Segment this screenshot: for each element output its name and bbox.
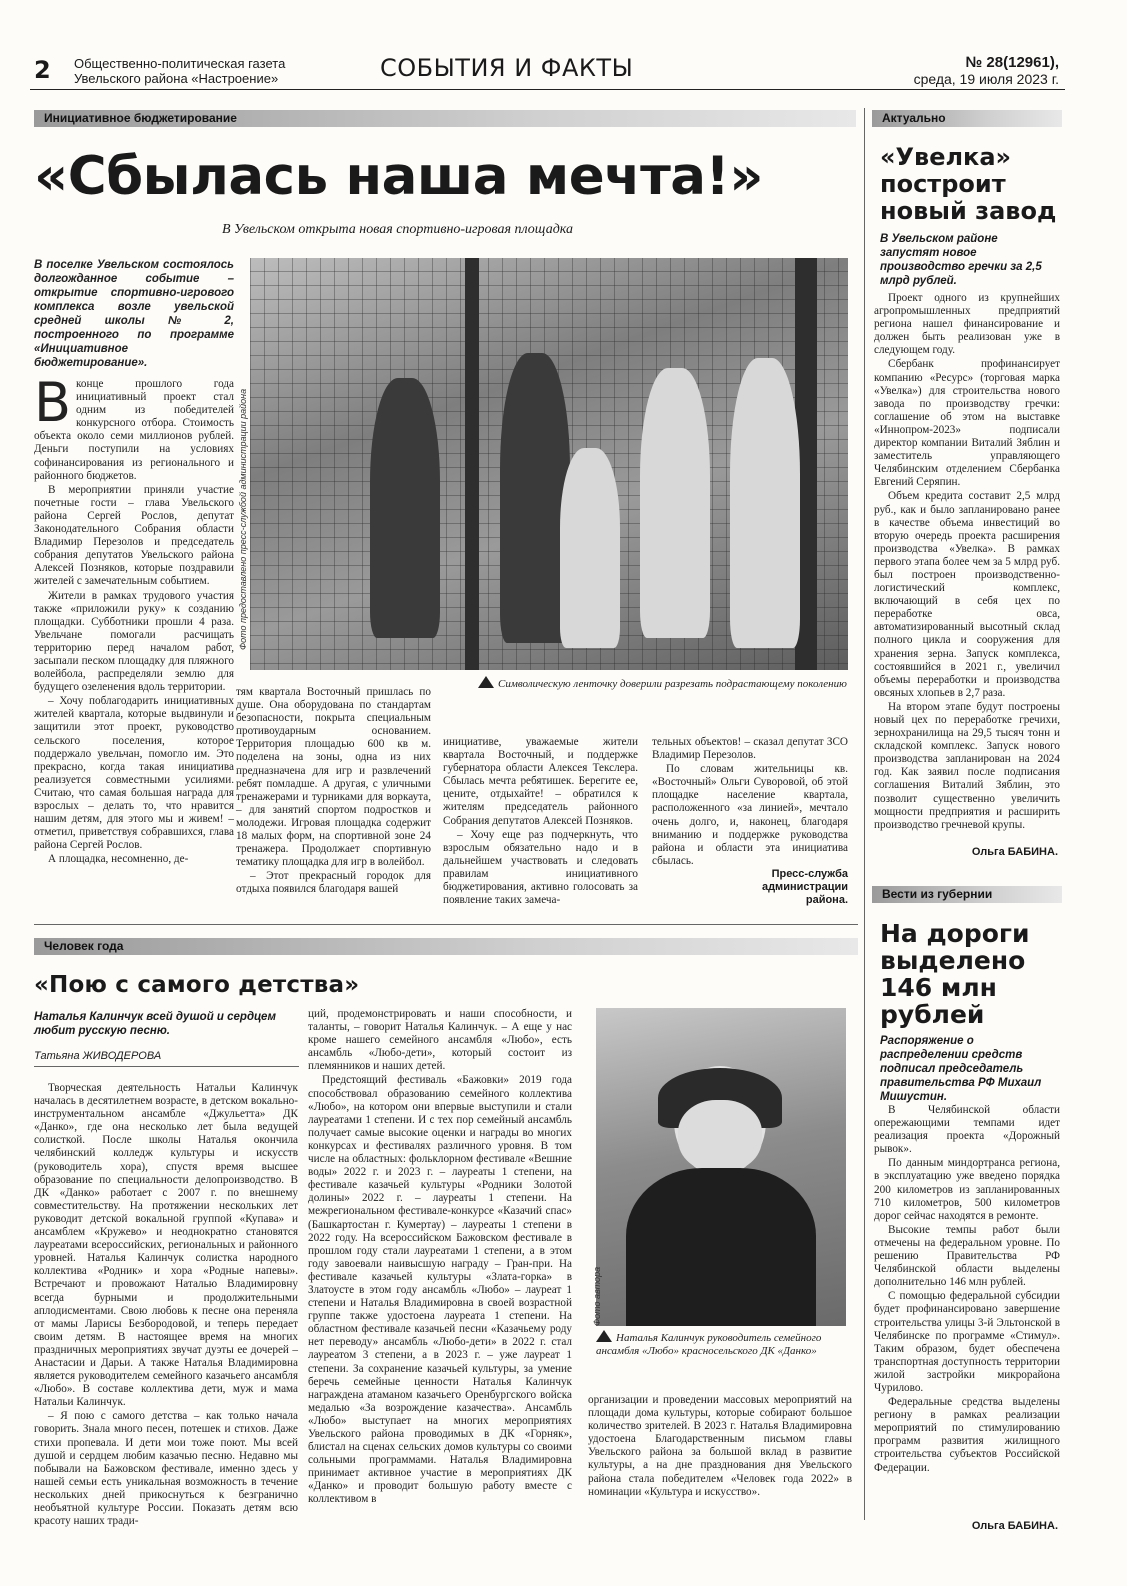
paragraph: Объем кредита составит 2,5 млрд руб., как и было запланировано ранее в качестве объема инвестиций во вторую очередь проекта расширения производства «Увелка». В рамках первого этапа более чем за 5 млрд руб. был построен производственно-логистический комплекс, включающий в себя цех по переработке овса, автоматизированный высотный склад полного цикла и сооружения для хранения зерна. Запуск комплекса, состоявшийся в 2021 г., увеличил объемы переработки и производства овсяных хлопьев в 2,7 раза.	[874, 490, 1060, 699]
person-figure	[370, 378, 440, 638]
person-headline: «Пою с самого детства»	[34, 972, 360, 998]
person-article-column-2	[308, 1008, 572, 1508]
person-article-column-1	[34, 1082, 298, 1529]
person-figure	[640, 368, 710, 638]
paragraph: В Челябинской области опережающими темпами идет реализация проекта «Дорожный рывок».	[874, 1104, 1060, 1156]
paragraph: В мероприятии приняли участие почетные гости – глава Увельского района Сергей Рослов, депутат Законодательного Собрания области Владимир Перезолов и председатель собрания депутатов Увельского района Алексей Позняков, которые поздравили жителей с замечательным событием.	[34, 483, 234, 588]
paragraph: Федеральные средства выделены региону в рамках реализации мероприятий по стимулированию программ развития жилищного строительства субъектов Российской Федерации.	[874, 1396, 1060, 1474]
uvelka-headline: «Увелка» построит новый завод	[880, 143, 1057, 225]
paragraph: Жители в рамках трудового участия также «приложили руку» к созданию площадки. Субботники прошли 4 раза. Увельчане помогали расчищать территорию перед началом работ, засыпали песком площадку для пляжного волейбола, распределяли землю для будущего озеленения вдоль территории.	[34, 589, 234, 694]
paragraph: Проект одного из крупнейших агропромышленных предприятий региона нашел финансирование и должен быть реализован уже в следующем году.	[874, 292, 1060, 357]
dropcap: В	[34, 371, 72, 434]
caption-triangle-icon	[596, 1330, 612, 1342]
author-underline	[34, 1066, 299, 1067]
main-subheadline: В Увельском открыта новая спортивно-игровая площадка	[222, 222, 573, 237]
photo-credit: Фото предоставлено пресс-службой администрации района	[238, 388, 248, 650]
paragraph: По словам жительницы кв. «Восточный» Ольги Суворовой, об этой площадке население квартала, расположенного «за линией», мечтало очень долго, и, наконец, благодаря вниманию и поддержке руководства района и области эта инициатива сбылась.	[652, 763, 848, 867]
main-headline: «Сбылась наша мечта!»	[34, 146, 763, 207]
caption-triangle-icon	[478, 676, 494, 688]
paragraph: Предстоящий фестиваль «Бажовки» 2019 года способствовал образованию семейного коллектива «Любо», на котором они впервые выступили и стали лауреатами 1 степени. И с тех пор семейный ансамбль получает самые высокие оценки и награды во многих конкурсах и фестивалях различного уровня. В том числе на областных: фольклорном фестивале «Вешние воды» 2022 г. и 2023 г. – лауреаты 1 степени, на фестивале казачьей культуры «Родники Золотой долины» 2022 г. – лауреаты 1 степени. На межрегиональном фестивале-конкурсе «Казачий спас» (Башкартостан г. Кумертау) – лауреаты 1 степени в 2022 году. На всероссийском Бажовском фестивале в прошлом году стали лауреатами 1 степени, а в этом году завоевали наивысшую награду – Гран-при. На фестивале казачьей культуры «Злата-горка» в Златоусте в этом году ансамбль «Любо» – лауреат 1 степени и Наталья Владимировна в своей возрастной группе также удостоена лауреата 1 степени. На областном фестивале казачьей песни «Казачьему роду нет переводу» ансамбль «Любо-дети» в 2022 г. стал лауреатом 3 степени, а в 2023 г. – уже лауреат 1 степени. За сохранение казачьей культуры, за умение беречь семейные ценности Наталья Калинчук награждена атаманом казачьего Оренбургского войска медалью «За возрождение казачества». Ансамбль «Любо» выступает на многих мероприятиях Увельского района проводимых в ДК «Горняк», блистал на сценах сельских домов культуры со своими сольными программами. Наталья Владимировна принимает активное участие в мероприятиях ДК «Данко» и проводит большую работу вместе с коллективом в	[308, 1074, 572, 1506]
page-number: 2	[34, 56, 51, 84]
paragraph: – Хочу еще раз подчеркнуть, что взрослым обязательно надо и в дальнейшем участвовать и следовать правилам инициативного бюджетирования, активно голосовать за появление таких замеча-	[443, 828, 638, 907]
paragraph: С помощью федеральной субсидии будет профинансировано завершение строительства улицы 3-й Эльтонской в Челябинске по программе «Стимул». Таким образом, будет обеспечена транспортная доступность территории жилой застройки микрорайона Чурилово.	[874, 1290, 1060, 1394]
paper-name	[74, 56, 344, 86]
uvelka-lead: В Увельском районе запустят новое производство гречки за 2,5 млрд рублей.	[880, 233, 1042, 287]
main-article-column-1: В поселке Увельском состоялось долгожданное событие – открытие спортивно-игрового комплекса возле увельской средней школы № 2, построенного по программе «Инициативное бюджетирование». Вконце прошлого года инициативный проект стал одним из победителей конкурсного отбора. Стоимость объекта около семи миллионов рублей. Деньги поступили на условиях софинансирования из регионального и районного бюджетов. В мероприятии приняли участие почетные гости – глава Увельского района Сергей Рослов, депутат Законодательного Собрания области Владимир Перезолов и председатель собрания депутатов Увельского района Алексей Позняков, которые поздравили жителей с замечательным событием. Жители в рамках трудового участия также «приложили руку» к созданию площадки. Субботники прошли 4 раза. Увельчане помогали расчищать территорию перед началом работ, засыпали песком площадку для пляжного волейбола, распределяли землю для будущего озеленения вдоль территории. – Хочу поблагодарить инициативных жителей квартала, которые выдвинули и защитили этот проект, руководство сельского поселения, которое поддержало увельчан, помогло им. Это прекрасно, когда такая инициатива реализуется совместными усилиями. Считаю, что самая большая награда для взрослых – делать то, что нравится нашим детям, для этого мы и живем! – отметил, приветствуя собравшихся, глава района Сергей Рослов. А площадка, несомненно, де-	[34, 259, 234, 866]
paragraph: Высокие темпы работ были отмечены на федеральном уровне. По решению Правительства РФ Челябинской области выделены дополнительно 146 млн рублей.	[874, 1223, 1060, 1289]
paragraph: Сбербанк профинансирует компанию «Ресурс» (торговая марка «Увелка») для строительства нового завода по производству гречки: соглашение об этом на выставке «Иннопром-2023» подписали директор компании Виталий Зяблин и заместитель управляющего Челябинским отделением Сбербанка Евгений Серяпин.	[874, 358, 1060, 489]
main-article-column-3	[443, 736, 638, 908]
main-article-lead: В поселке Увельском состоялось долгожданное событие – открытие спортивно-игрового комплекса возле увельской средней школы № 2, построенного по программе «Инициативное бюджетирование».	[34, 259, 234, 369]
portrait-photo	[596, 1008, 846, 1326]
photo-caption: Символическую ленточку доверили разрезать подрастающему поколению	[478, 676, 848, 691]
rubric-region-news: Вести из губернии	[872, 886, 1062, 903]
paragraph: – Хочу поблагодарить инициативных жителей квартала, которые выдвинули и защитили этот проект, руководство сельского поселения, которое поддержало увельчан, помогло им. Это прекрасно, когда такая инициатива реализуется совместными усилиями. Считаю, что самая большая награда для взрослых – делать то, что нравится нашим детям, для этого мы и живем! – отметил, приветствуя собравшихся, глава района Сергей Рослов.	[34, 695, 234, 852]
paragraph: тельных объектов! – сказал депутат ЗСО Владимир Перезолов.	[652, 736, 848, 762]
paragraph: – Я пою с самого детства – как только начала говорить. Знала много песен, потешек и стихов. Даже стихи пропевала. И дети мои тоже поют. Мы всей душой и сердцем любим казачью песню. Недавно мы побывали на Бажовском фестивале, именно здесь у нашей семьи есть уникальная возможность в течение нескольких дней прикоснуться к безгранично необъятной культуре России. Показать детям всю красоту наших тради-	[34, 1410, 298, 1528]
paper-name-line1: Общественно-политическая газета	[74, 56, 286, 71]
portrait-dress	[626, 1168, 816, 1326]
rubric-initiative-budget: Инициативное бюджетирование	[34, 110, 856, 127]
paragraph: По данным миндортранса региона, в эксплуатацию уже введено порядка 200 километров из запланированных 710 километров, 500 километров дорог сейчас находятся в ремонте.	[874, 1157, 1060, 1222]
section-divider	[34, 924, 858, 925]
paragraph: тям квартала Восточный пришлась по душе. Она оборудована по стандартам безопасности, покрыта специальным противоударным основанием. Территория площадью 600 кв м. поделена на зоны, одна из них предназначена для игр и развлечений ребят помладше. А другая, с уличными тренажерами и турниками для воркаута, – для занятий спортом подростков и молодежи. Игровая площадка содержит 18 малых форм, на спортивной зоне 24 тренажера. Продолжает спортивную тематику площадка для игр в волейбол.	[236, 686, 431, 869]
issue-number: № 28(12961),	[965, 54, 1059, 71]
paragraph: На втором этапе будут построены новый цех по переработке гречихи, зернохранилища на 29,5 тысяч тонн и складской комплекс. Запуск нового производства запланирован на 2024 год. Как заявил после подписания соглашения Виталий Зяблин, это позволит существенно увеличить мощности предприятия и расширить производство гречневой крупы.	[874, 700, 1060, 831]
paragraph: организации и проведении массовых мероприятий на площади дома культуры, которые собирают большое количество зрителей. В 2023 г. Наталья Владимировна удостоена Благодарственным письмом главы Увельского района за большой вклад в развитие культуры, а на дне празднования дня Увельского района стала победителем «Человек года 2022» в номинации «Культура и искусство».	[588, 1394, 852, 1498]
portrait-photo-credit: Фото автора	[592, 1266, 602, 1326]
person-figure	[730, 358, 800, 648]
paragraph: инициативе, уважаемые жители квартала Восточный, и поддержке губернатора области Алексея Текслера. Сбылась мечта ребятишек. Берегите ее, цените, отдыхайте! – обратился к жителям председатель районного Собрания депутатов Алексей Позняков.	[443, 736, 638, 827]
column-divider	[864, 108, 865, 1520]
issue-date: среда, 19 июля 2023 г.	[913, 71, 1059, 87]
rubric-person-of-year: Человек года	[34, 938, 858, 955]
paper-name-line2: Увельского района «Настроение»	[74, 71, 279, 86]
person-article-author: Татьяна ЖИВОДЕРОВА	[34, 1050, 162, 1062]
paragraph: А площадка, несомненно, де-	[48, 853, 189, 866]
person-lead: Наталья Калинчук всей душой и сердцем любит русскую песню.	[34, 1011, 276, 1037]
rubric-actual: Актуально	[872, 110, 1062, 127]
roads-lead: Распоряжение о распределении средств подписал председатель правительства РФ Михаил Мишустин.	[880, 1035, 1042, 1103]
main-article-column-4	[652, 736, 848, 869]
roads-article-body	[874, 1104, 1060, 1476]
uvelka-author: Ольга БАБИНА.	[971, 846, 1058, 858]
person-article-column-3	[588, 1394, 852, 1500]
masthead	[30, 52, 1065, 90]
main-article-column-2	[236, 686, 431, 898]
issue-info	[914, 54, 1059, 87]
uvelka-article-body	[874, 292, 1060, 833]
ribbon-cutting-photo	[250, 258, 848, 670]
roads-headline: На дороги выделено 146 млн рублей	[880, 919, 1030, 1029]
section-title: СОБЫТИЯ И ФАКТЫ	[380, 54, 634, 82]
paragraph: – Этот прекрасный городок для отдыха появился благодаря вашей	[236, 870, 431, 896]
paragraph: Творческая деятельность Натальи Калинчук началась в десятилетнем возрасте, в детском вокально-инструментальном ансамбле «Джульетта» ДК «Данко», где она несколько лет была ведущей солисткой. После школы Наталья окончила челябинский колледж культуры и искусств (руководитель хора), спустя время высшее образование по специальности делопроизводство. В ДК «Данко» работает с 2007 г. по внешнему совместительству. На протяжении нескольких лет руководит детской вокальной группой «Купава» и ансамблем «Кружево» и неоднократно становятся лауреатами всероссийских, региональных и районного уровней. Наталья Калинчук солистка народного коллектива «Родник» и хора «Родные напевы». Встречают и провожают Наталью Владимировну всегда бурными и продолжительными аплодисментами. Свою любовь к песне она переняла от мамы Ларисы Безбородовой, и теперь передает своим детям. В настоящее время на многих праздничных мероприятиях звучат дуэты ее дочерей – Анастасии и Дарьи. А также Наталья Владимировна является руководителем семейного казачьего ансамбля «Любо». В составе коллектива дети, муж и мама Натальи Калинчук.	[34, 1082, 298, 1409]
press-service-signature: Пресс-служба администрации района.	[761, 868, 848, 906]
portrait-caption: Наталья Калинчук руководитель семейного ансамбля «Любо» красносельского ДК «Данко»	[596, 1332, 822, 1357]
child-figure	[560, 448, 620, 648]
roads-author: Ольга БАБИНА.	[971, 1520, 1058, 1532]
paragraph: ций, продемонстрировать и наши способности, и таланты, – говорит Наталья Калинчук. – А еще у нас кроме нашего семейного ансамбля «Любо», есть ансамбль «Любо-дети», который состоит из племянников и наших детей.	[308, 1008, 572, 1073]
